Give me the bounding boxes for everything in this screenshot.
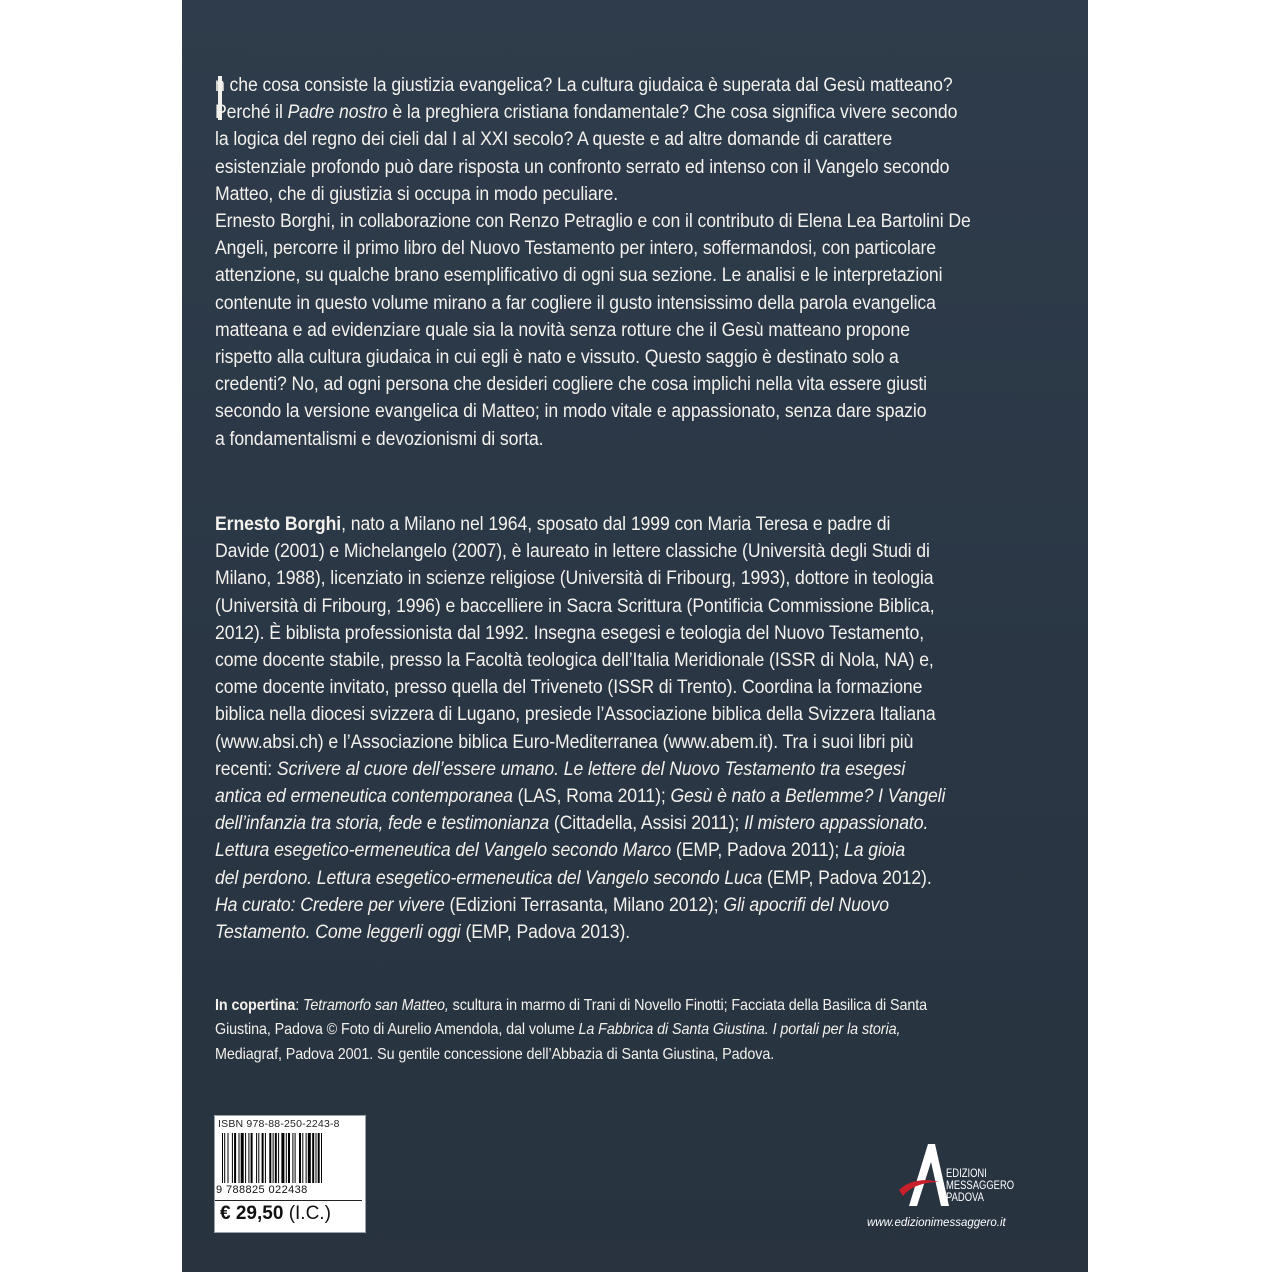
text-line: Ha curato: Credere per vivere (Edizioni Terrasanta, Milano 2012); Gli apocrifi del Nuovo [215, 893, 889, 916]
text-line: Testamento. Come leggerli oggi (EMP, Padova 2013). [215, 921, 631, 944]
description-paragraph [215, 72, 1025, 453]
text-line: Giustina, Padova © Foto di Aurelio Amendola, dal volume La Fabbrica di Santa Giustina. I portali per la storia, [215, 1021, 901, 1039]
text-line: credenti? No, ad ogni persona che desideri cogliere che cosa implichi nella vita essere giusti [215, 373, 928, 396]
text-line: matteana e ad evidenziare quale sia la novità senza rotture che il Gesù matteano propone [215, 318, 910, 341]
text-line: esistenziale profondo può dare risposta un confronto serrato ed intenso con il Vangelo secondo [215, 155, 950, 178]
text-line: (Università di Fribourg, 1996) e baccelliere in Sacra Scrittura (Pontificia Commissione Biblica, [215, 594, 935, 617]
text-line: Ernesto Borghi, nato a Milano nel 1964, sposato dal 1999 con Maria Teresa e padre di [215, 513, 891, 535]
text-line: Milano, 1988), licenziato in scienze religiose (Università di Fribourg, 1993), dottore in teologia [215, 567, 934, 590]
author-bio-paragraph [215, 511, 1025, 946]
text-line: Matteo, che di giustizia si occupa in modo peculiare. [215, 182, 619, 205]
text-line: Ernesto Borghi, in collaborazione con Renzo Petraglio e con il contributo di Elena Lea Bartolini De [215, 210, 971, 233]
text-line: secondo la versione evangelica di Matteo; in modo vitale e appassionato, senza dare spazio [215, 400, 927, 423]
publisher-name: EDIZIONI MESSAGGERO PADOVA [946, 1168, 1015, 1204]
text-line: recenti: Scrivere al cuore dell’essere umano. Le lettere del Nuovo Testamento tra esegesi [215, 757, 906, 780]
text-line: la logica del regno dei cieli dal I al XXI secolo? A queste e ad altre domande di carattere [215, 128, 893, 151]
text-line: a fondamentalismi e devozionismi di sorta. [215, 427, 544, 450]
text-line: antica ed ermeneutica contemporanea (LAS, Roma 2011); Gesù è nato a Betlemme? I Vangeli [215, 785, 946, 808]
text-line: n che cosa consiste la giustizia evangelica? La cultura giudaica è superata dal Gesù matteano? [215, 74, 953, 96]
text-line: Angeli, percorre il primo libro del Nuovo Testamento per intero, soffermandosi, con particolare [215, 237, 937, 260]
text-line: rispetto alla cultura giudaica in cui egli è nato e vissuto. Questo saggio è destinato solo a [215, 346, 899, 369]
text-line: dell’infanzia tra storia, fede e testimonianza (Cittadella, Assisi 2011); Il mistero appassionato. [215, 812, 929, 835]
text-line: attenzione, su qualche brano esemplificativo di ogni sua sezione. Le analisi e le interpretazioni [215, 264, 943, 287]
cover-credit-paragraph [215, 994, 1025, 1067]
text-line: 2012). È biblista professionista dal 1992. Insegna esegesi e teologia del Nuovo Testamento, [215, 621, 925, 644]
text-line: Perché il Padre nostro è la preghiera cristiana fondamentale? Che cosa significa vivere secondo [215, 101, 958, 124]
barcode-digits: 9 788825 022438 [216, 1184, 308, 1196]
text-line: Mediagraf, Padova 2001. Su gentile concessione dell’Abbazia di Santa Giustina, Padova. [215, 1045, 775, 1063]
price-label [220, 1203, 331, 1225]
price-amount: € 29,50 [220, 1203, 284, 1224]
price-note: (I.C.) [288, 1203, 331, 1224]
text-line: contenute in questo volume mirano a far cogliere il gusto intensissimo della parola evangelica [215, 291, 936, 314]
publisher-website[interactable]: www.edizionimessaggero.it [867, 1217, 1006, 1229]
text-line: come docente stabile, presso la Facoltà teologica dell’Italia Meridionale (ISSR di Nola, NA) e, [215, 649, 934, 672]
barcode-image [222, 1133, 360, 1183]
text-line: biblica nella diocesi svizzera di Lugano, presiede l’Associazione biblica della Svizzera Italiana [215, 703, 936, 726]
isbn-number: ISBN 978-88-250-2243-8 [218, 1118, 340, 1130]
text-line: In copertina: Tetramorfo san Matteo, scultura in marmo di Trani di Novello Finotti; Facciata della Basilica di Santa [215, 997, 928, 1014]
text-line: Lettura esegetico-ermeneutica del Vangelo secondo Marco (EMP, Padova 2011); La gioia [215, 839, 906, 862]
text-line: del perdono. Lettura esegetico-ermeneutica del Vangelo secondo Luca (EMP, Padova 2012). [215, 866, 932, 889]
text-line: Davide (2001) e Michelangelo (2007), è laureato in lettere classiche (Università degli Studi di [215, 540, 930, 563]
text-line: come docente invitato, presso quella del Triveneto (ISSR di Trento). Coordina la formazione [215, 676, 923, 699]
text-line: (www.absi.ch) e l’Associazione biblica Euro-Mediterranea (www.abem.it). Tra i suoi libri più [215, 730, 914, 753]
